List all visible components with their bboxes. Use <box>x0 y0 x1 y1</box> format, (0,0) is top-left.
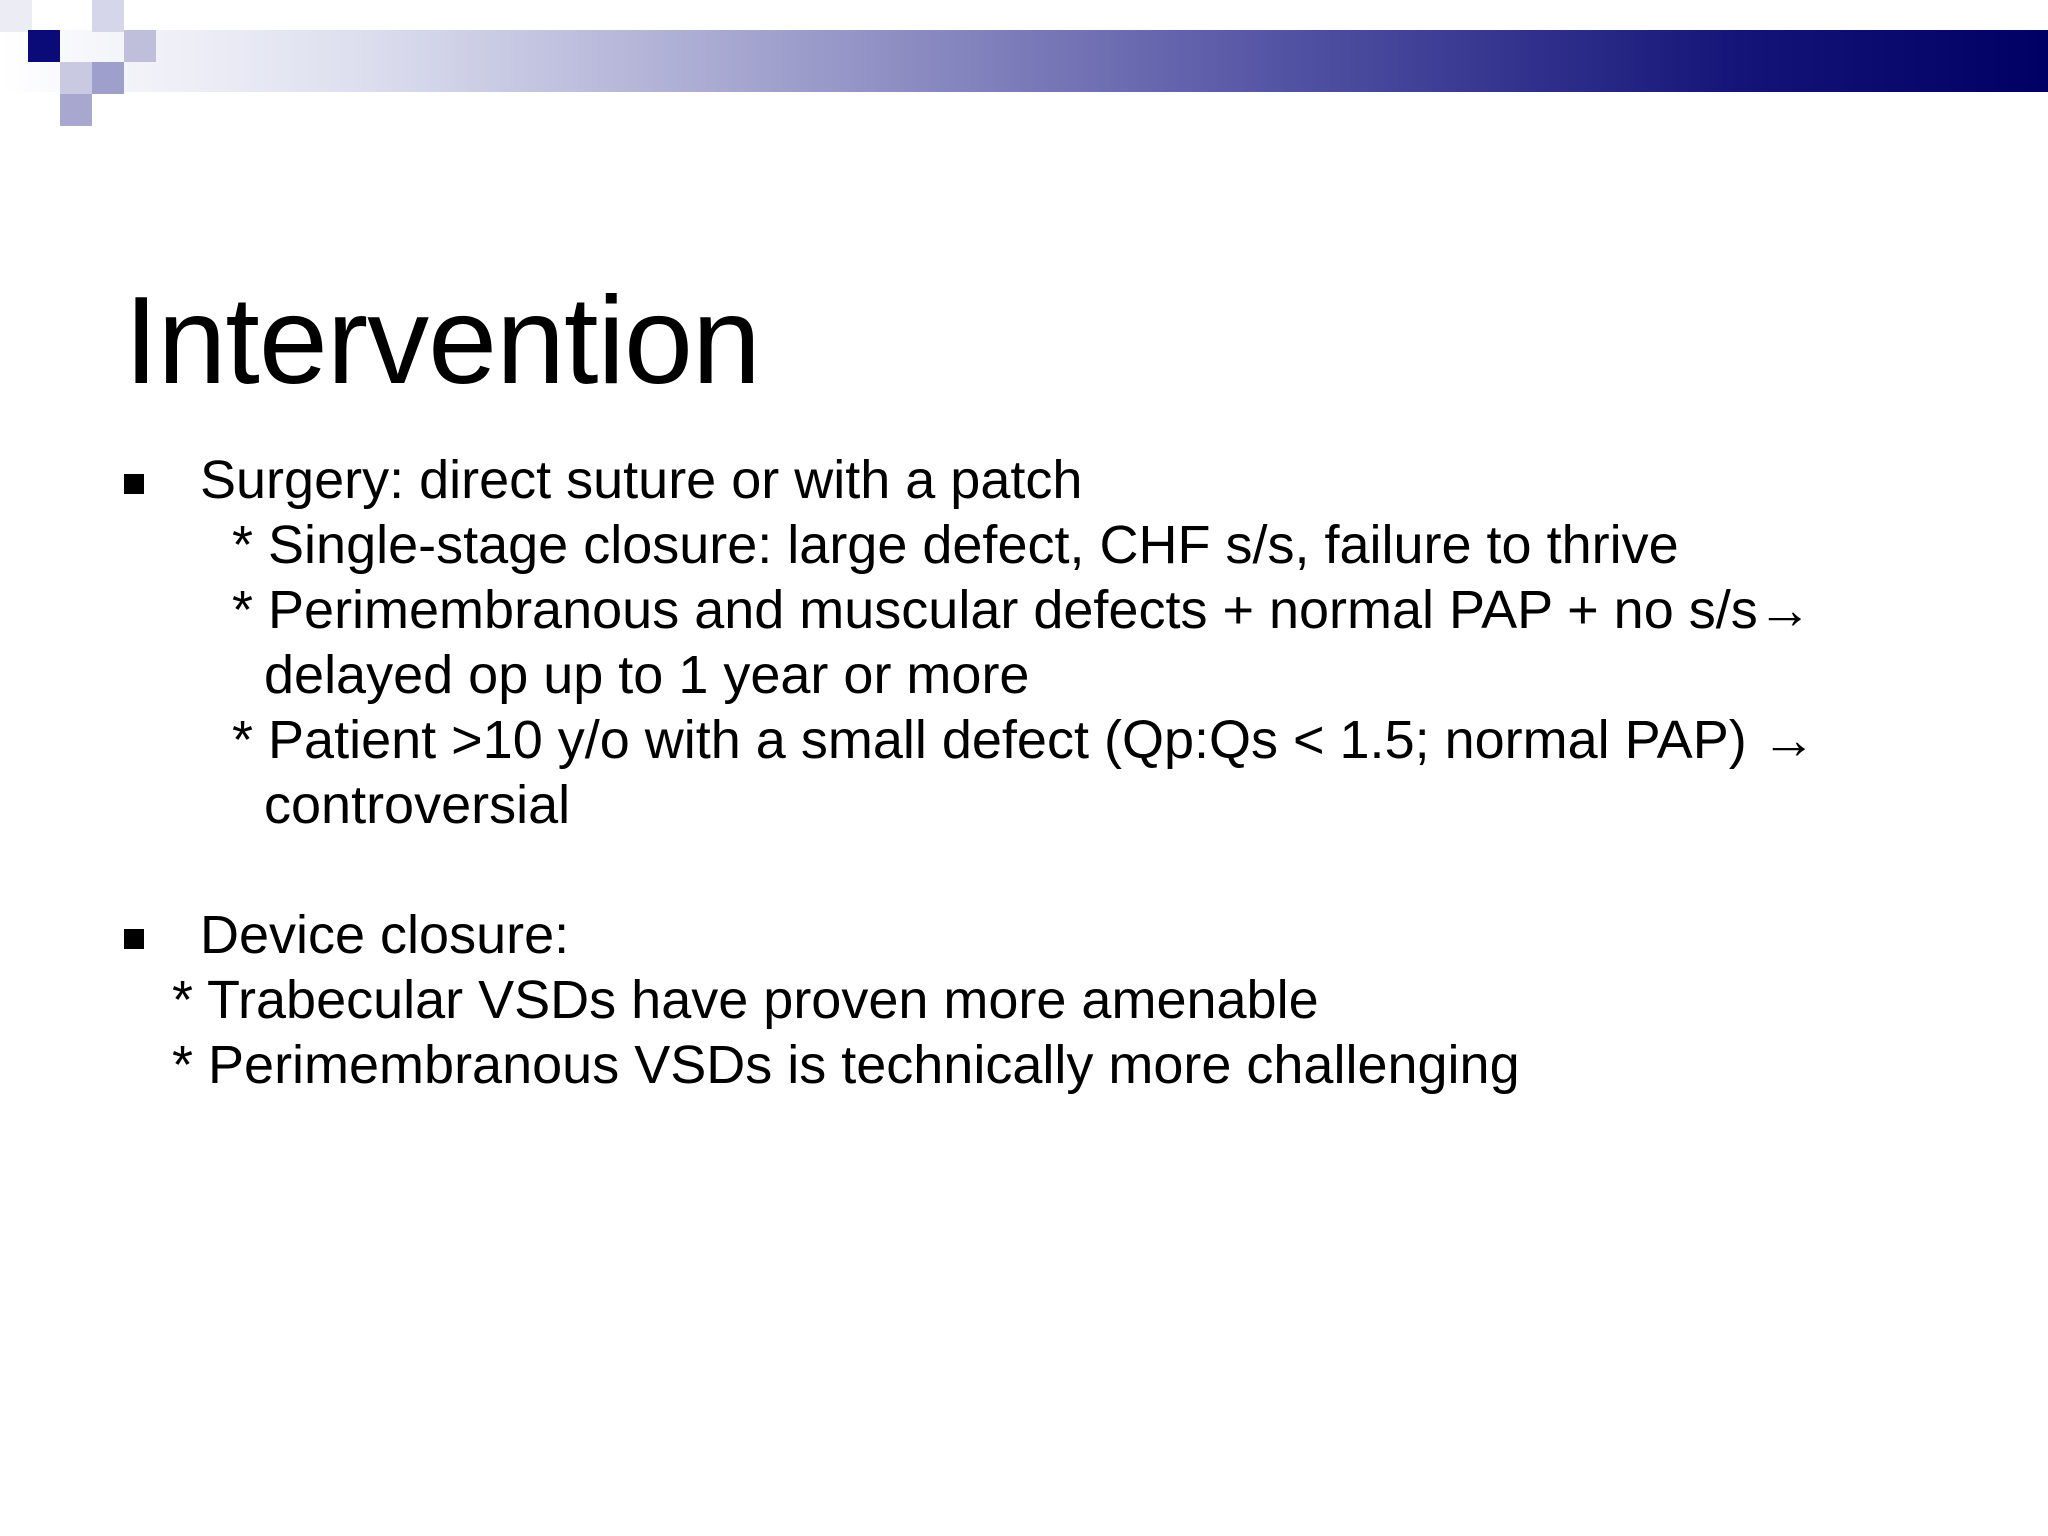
bullet-heading-row <box>124 903 2004 968</box>
decorative-square <box>92 62 124 94</box>
bullet-surgery <box>124 448 2004 838</box>
sub-item: * Perimembranous and muscular defects + normal PAP + no s/s→ <box>232 580 1812 640</box>
bullet-device-closure <box>124 903 2004 1098</box>
square-bullet-icon <box>124 474 144 494</box>
sub-item-continuation: controversial <box>264 775 571 835</box>
bullet-heading-row <box>124 448 2004 513</box>
sub-item: * Trabecular VSDs have proven more amenable <box>172 970 1319 1030</box>
header-gradient-bar <box>0 30 2048 92</box>
decorative-square <box>60 62 92 94</box>
decorative-square <box>0 0 32 32</box>
sub-item: * Perimembranous VSDs is technically more challenging <box>172 1035 1520 1095</box>
sub-item-continuation: delayed op up to 1 year or more <box>264 645 1030 705</box>
slide-body <box>124 448 2004 1098</box>
decorative-square <box>60 94 92 126</box>
sub-item: * Patient >10 y/o with a small defect (Qp:Qs < 1.5; normal PAP) → <box>232 710 1816 770</box>
sub-item: * Single-stage closure: large defect, CHF s/s, failure to thrive <box>232 515 1679 575</box>
bullet-heading: Device closure: <box>200 905 570 965</box>
decorative-square <box>92 0 124 32</box>
square-bullet-icon <box>124 929 144 949</box>
decorative-square <box>124 30 156 62</box>
decorative-square <box>28 30 60 62</box>
bullet-heading: Surgery: direct suture or with a patch <box>200 450 1083 510</box>
slide-title: Intervention <box>124 272 760 411</box>
spacer <box>124 838 2004 903</box>
